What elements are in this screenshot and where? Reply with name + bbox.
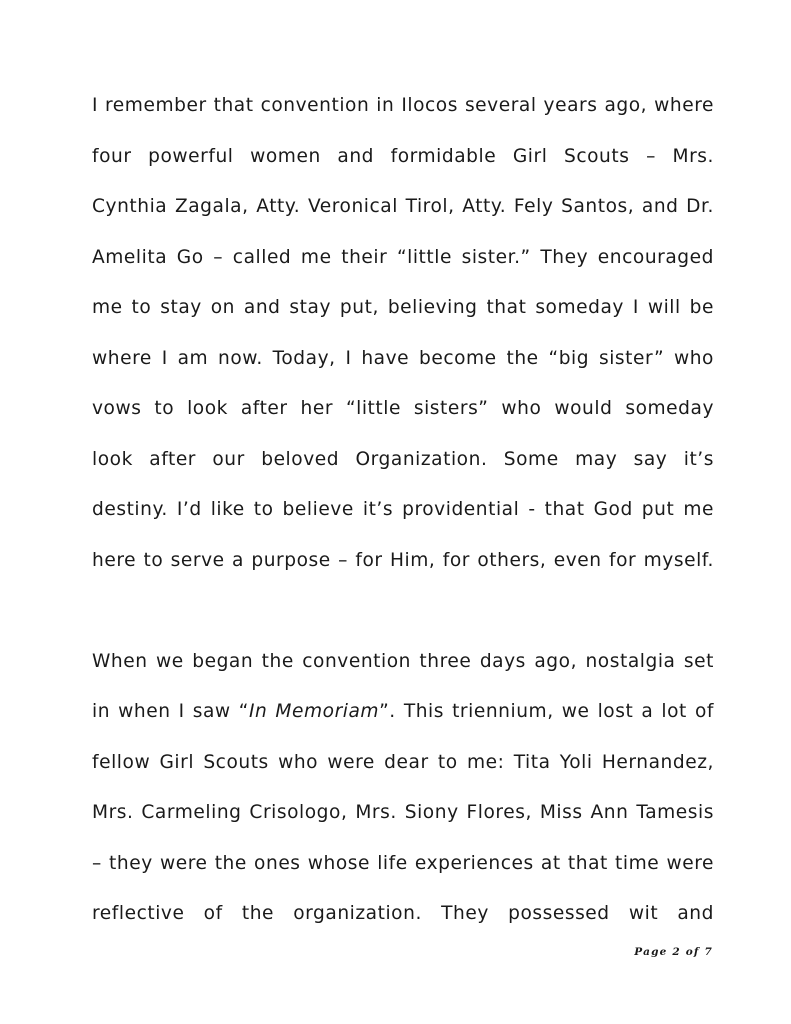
paragraph-1-line-4: Amelita Go – called me their “little sister.” They encouraged	[92, 247, 714, 268]
paragraph-2-line-3: fellow Girl Scouts who were dear to me: Tita Yoli Hernandez,	[92, 752, 714, 773]
paragraph-1-line-9: destiny. I’d like to believe it’s providential - that God put me	[92, 499, 714, 520]
paragraph-1-line-8: look after our beloved Organization. Some may say it’s	[92, 449, 714, 470]
in-memoriam-italic: In Memoriam	[248, 701, 380, 722]
paragraph-1-line-5: me to stay on and stay put, believing that someday I will be	[92, 297, 714, 318]
page-number: Page 2 of 7	[634, 946, 713, 958]
paragraph-2-line-4: Mrs. Carmeling Crisologo, Mrs. Siony Flores, Miss Ann Tamesis	[92, 802, 714, 823]
paragraph-2-line-2-after: ”. This triennium, we lost a lot of	[379, 701, 714, 722]
paragraph-1-line-7: vows to look after her “little sisters” who would someday	[92, 398, 714, 419]
paragraph-2-line-2-before: in when I saw “	[92, 701, 249, 722]
paragraph-2-line-1: When we began the convention three days ago, nostalgia set	[92, 651, 714, 672]
paragraph-2-line-2	[92, 700, 714, 724]
paragraph-1-line-3: Cynthia Zagala, Atty. Veronical Tirol, Atty. Fely Santos, and Dr.	[92, 196, 714, 217]
paragraph-1-line-2: four powerful women and formidable Girl Scouts – Mrs.	[92, 146, 714, 167]
paragraph-1-line-10: here to serve a purpose – for Him, for others, even for myself.	[92, 550, 714, 571]
paragraph-1-line-1: I remember that convention in Ilocos several years ago, where	[92, 95, 714, 116]
paragraph-2-line-6: reflective of the organization. They possessed wit and	[92, 903, 714, 924]
paragraph-2-line-5: – they were the ones whose life experiences at that time were	[92, 853, 714, 874]
paragraph-1-line-6: where I am now. Today, I have become the “big sister” who	[92, 348, 714, 369]
